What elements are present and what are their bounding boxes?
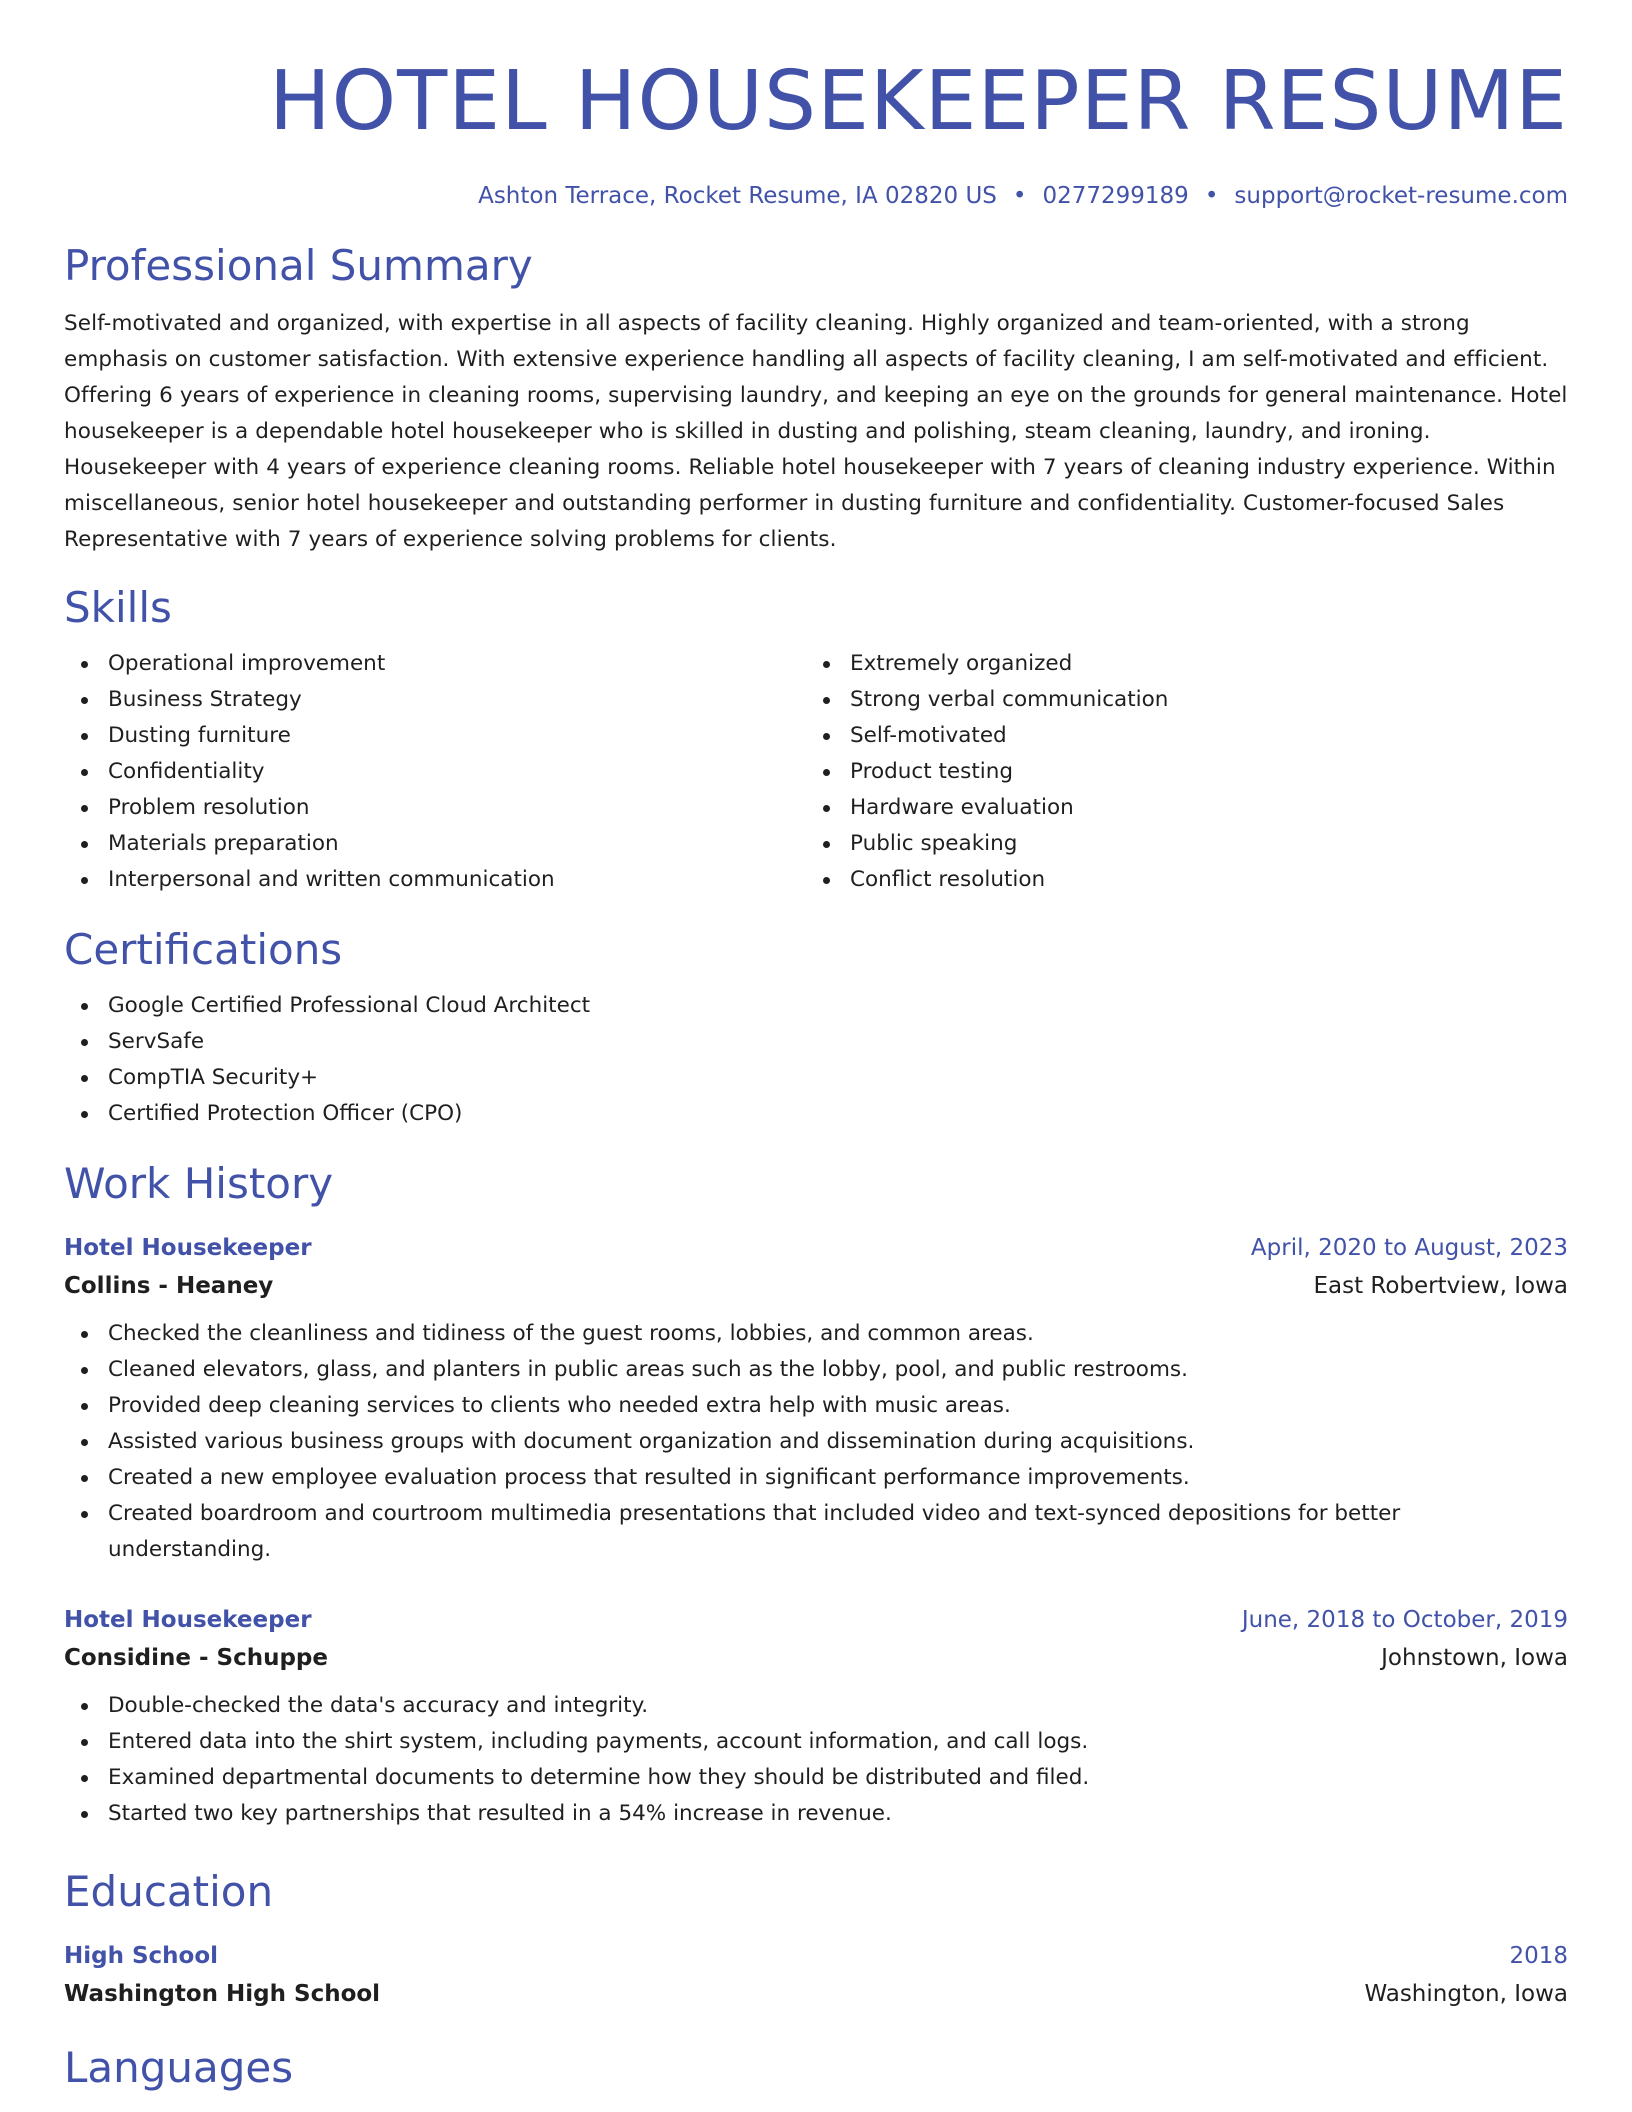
certifications-heading: Certifications (64, 925, 343, 974)
skill-item: Dusting furniture (64, 718, 806, 754)
job-header-row (64, 1602, 1568, 1638)
certification-item: Certified Protection Officer (CPO) (64, 1096, 1568, 1132)
skill-item: Interpersonal and written communication (64, 862, 806, 898)
skill-item: Hardware evaluation (806, 790, 1548, 826)
skill-item: Confidentiality (64, 754, 806, 790)
job-bullet: Created boardroom and courtroom multimedia presentations that included video and text-synced depositions for better understanding. (64, 1496, 1568, 1568)
job-bullets (64, 1316, 1568, 1568)
job-location: East Robertview, Iowa (1313, 1273, 1568, 1299)
job-entry (64, 1230, 1568, 1568)
certifications-list (64, 988, 1568, 1132)
skills-grid (64, 646, 1568, 898)
skill-item: Operational improvement (64, 646, 806, 682)
skill-item: Conflict resolution (806, 862, 1548, 898)
job-employer-row (64, 1638, 1568, 1678)
certification-item: ServSafe (64, 1024, 1568, 1060)
skill-item: Self-motivated (806, 718, 1548, 754)
education-school-row (64, 1974, 1568, 2014)
job-title: Hotel Housekeeper (64, 1235, 312, 1261)
skills-list-right (806, 646, 1548, 898)
skill-item: Strong verbal communication (806, 682, 1548, 718)
education-year: 2018 (1509, 1943, 1568, 1969)
skill-item: Materials preparation (64, 826, 806, 862)
job-bullet: Double-checked the data's accuracy and integrity. (64, 1688, 1568, 1724)
job-employer: Collins - Heaney (64, 1273, 274, 1299)
certification-item: CompTIA Security+ (64, 1060, 1568, 1096)
job-bullet: Started two key partnerships that resulted in a 54% increase in revenue. (64, 1796, 1568, 1832)
skill-item: Extremely organized (806, 646, 1548, 682)
skill-item: Public speaking (806, 826, 1548, 862)
job-dates: June, 2018 to October, 2019 (1241, 1607, 1568, 1633)
job-bullet: Cleaned elevators, glass, and planters in public areas such as the lobby, pool, and public restrooms. (64, 1352, 1568, 1388)
job-location: Johnstown, Iowa (1381, 1645, 1568, 1671)
contact-email: support@rocket-resume.com (1234, 183, 1568, 209)
summary-heading: Professional Summary (64, 241, 533, 290)
education-entry (64, 1938, 1568, 2014)
certification-item: Google Certified Professional Cloud Architect (64, 988, 1568, 1024)
job-employer-row (64, 1266, 1568, 1306)
job-header-row (64, 1230, 1568, 1266)
job-bullet: Provided deep cleaning services to clients who needed extra help with music areas. (64, 1388, 1568, 1424)
contact-separator: • (1204, 183, 1219, 209)
summary-text: Self-motivated and organized, with expertise in all aspects of facility cleaning. Highly organized and team-oriented, with a strong emphasis on customer satisfaction. With extensive experience handling all aspects of facility cleaning, I am self-motivated and efficient. Offering 6 years of experience in cleaning rooms, supervising laundry, and keeping an eye on the grounds for general maintenance. Hotel housekeeper is a dependable hotel housekeeper who is skilled in dusting and polishing, steam cleaning, laundry, and ironing. Housekeeper with 4 years of experience cleaning rooms. Reliable hotel housekeeper with 7 years of cleaning industry experience. Within miscellaneous, senior hotel housekeeper and outstanding performer in dusting furniture and confidentiality. Customer-focused Sales Representative with 7 years of experience solving problems for clients. (64, 311, 1568, 552)
contact-separator: • (1012, 183, 1027, 209)
job-bullet: Created a new employee evaluation process that resulted in significant performance improvements. (64, 1460, 1568, 1496)
job-entry (64, 1602, 1568, 1832)
job-bullet: Assisted various business groups with document organization and dissemination during acquisitions. (64, 1424, 1568, 1460)
education-degree: High School (64, 1943, 219, 1969)
job-dates: April, 2020 to August, 2023 (1250, 1235, 1568, 1261)
skills-heading: Skills (64, 583, 172, 632)
education-location: Washington, Iowa (1364, 1981, 1568, 2007)
resume-title: HOTEL HOUSEKEEPER RESUME (268, 54, 1568, 149)
education-header-row (64, 1938, 1568, 1974)
job-bullets (64, 1688, 1568, 1832)
work-history-heading: Work History (64, 1159, 334, 1208)
job-bullet: Entered data into the shirt system, including payments, account information, and call logs. (64, 1724, 1568, 1760)
job-bullet: Examined departmental documents to determine how they should be distributed and filed. (64, 1760, 1568, 1796)
job-bullet: Checked the cleanliness and tidiness of the guest rooms, lobbies, and common areas. (64, 1316, 1568, 1352)
job-employer: Considine - Schuppe (64, 1645, 328, 1671)
skills-list-left (64, 646, 806, 898)
contact-address: Ashton Terrace, Rocket Resume, IA 02820 US (478, 183, 997, 209)
skill-item: Product testing (806, 754, 1548, 790)
job-title: Hotel Housekeeper (64, 1607, 312, 1633)
skill-item: Business Strategy (64, 682, 806, 718)
education-school: Washington High School (64, 1981, 381, 2007)
languages-heading: Languages (64, 2043, 294, 2092)
contact-phone: 0277299189 (1042, 183, 1189, 209)
education-heading: Education (64, 1867, 274, 1916)
contact-line (64, 180, 1568, 212)
skill-item: Problem resolution (64, 790, 806, 826)
